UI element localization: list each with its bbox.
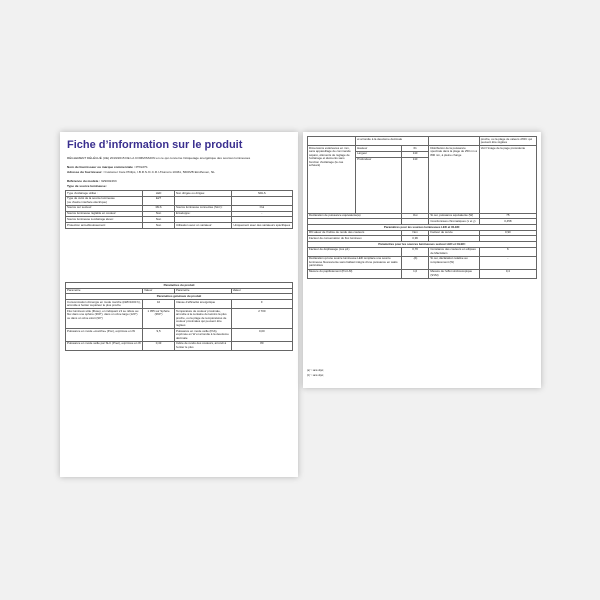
product-params-table bbox=[65, 282, 293, 351]
cell bbox=[429, 137, 479, 146]
table-cell: Indice de rendu des couleurs, arrondi à l'entier le plus bbox=[174, 341, 231, 350]
table-cell: Oui bbox=[231, 205, 292, 211]
table-cell: Enveloppe: bbox=[174, 211, 231, 217]
cell: R9 valeur de l'indice de rendu des couleurs bbox=[308, 230, 402, 236]
table-cell: 0,43 bbox=[143, 341, 175, 350]
table-row bbox=[66, 341, 293, 350]
table-cell: - bbox=[231, 211, 292, 217]
col-header: Valeur bbox=[143, 288, 175, 294]
cell: Si oui, déclaration relative au remplacement (W) bbox=[429, 256, 479, 269]
table-cell: Non dirigée ou dirigée: bbox=[174, 191, 231, 197]
cell: 0,90 bbox=[479, 230, 536, 236]
cell: Facteur de déphasage (cos φ1) bbox=[308, 247, 402, 256]
cell: Coordonnées chromatiques (x et y) bbox=[429, 219, 479, 225]
cell: Oui bbox=[401, 213, 428, 219]
col-header: Paramètre bbox=[66, 288, 143, 294]
table-cell: Non bbox=[143, 211, 175, 217]
model-line bbox=[67, 179, 291, 183]
dim-name: Largeur bbox=[356, 151, 402, 157]
table-cell: Puissance en mode «marche» (Pon), exprimée en W bbox=[66, 328, 143, 341]
table-cell: 2 700 bbox=[231, 309, 292, 329]
cell: Constance des couleurs en ellipses de MacAdam bbox=[429, 247, 479, 256]
table-cell: Non bbox=[143, 217, 175, 223]
product-sheet-page-1 bbox=[60, 132, 298, 477]
supplier-address-label: Adresse du fournisseur : bbox=[67, 170, 104, 174]
table-cell bbox=[231, 196, 292, 205]
table-cell: Type d'éclairage utilisé : bbox=[66, 191, 143, 197]
table-cell bbox=[174, 196, 231, 205]
cell: 75 bbox=[479, 213, 536, 219]
page-title: Fiche d’information sur le produit bbox=[67, 139, 243, 151]
table-row bbox=[66, 309, 293, 329]
mains-params-header: Paramètres pour les sources lumineuses secteur LED et OLED: bbox=[308, 242, 537, 248]
table-cell: 9,5 bbox=[143, 328, 175, 341]
dim-value: 61 bbox=[401, 146, 428, 152]
table-cell: 80 bbox=[231, 341, 292, 350]
table-cell: Source sur secteur: bbox=[66, 205, 143, 211]
col-header: Valeur bbox=[231, 288, 292, 294]
source-type-table bbox=[65, 190, 293, 229]
supplier-name: PHILIPS bbox=[135, 165, 148, 169]
table-cell: Classe d'efficacité énergétique bbox=[174, 300, 231, 309]
cell bbox=[308, 137, 356, 146]
supplier-name-label: Nom du fournisseur ou marque commerciale : bbox=[67, 165, 135, 169]
footnote: (a) '-' sans objet; bbox=[307, 370, 324, 372]
cell: 6 bbox=[479, 247, 536, 256]
supplier-name-line bbox=[67, 165, 291, 169]
product-params-header: Paramètres du produit bbox=[66, 283, 293, 289]
col-header: Paramètre bbox=[174, 288, 231, 294]
table-cell: Protection anti-éblouissement: bbox=[66, 222, 143, 228]
table-cell: Température de couleur proximale, arrondie à la centaine de kelvins la plus proche, ou la plage de températures de couleur proximales qui peuvent être réglées bbox=[174, 309, 231, 329]
footnote: (b) '-' sans objet; bbox=[307, 375, 324, 377]
table-cell: Consommation d'énergie en mode marche (kWh/1000 h), arrondie à l'entier supérieur le plus proche bbox=[67, 299, 142, 308]
table-cell: Puissance en mode veille par SLC (Pnet), exprimée en W bbox=[66, 341, 143, 350]
table-cell: Uniquement avec des variateurs spécifiques bbox=[231, 222, 292, 228]
cell: 0,70 bbox=[401, 247, 428, 256]
table-cell: Utilisation avec un variateur: bbox=[174, 222, 231, 228]
source-type-heading: Type de source lumineuse: bbox=[67, 184, 107, 188]
cell: Facteur de conservation du flux lumineux bbox=[308, 236, 402, 242]
cell: Mesure de l'effet stroboscopique (SVM) bbox=[429, 269, 479, 278]
table-cell: Type de culot de la source lumineuse (ou d'autre interface électrique) bbox=[66, 196, 143, 205]
continued-params-table bbox=[307, 136, 537, 279]
table-cell: Flux lumineux utile (Φuse), en indiquant s'il se réfère au flux dans une sphère (360°), dans un cône large (120°) ou dans un cône étroit (90°) bbox=[66, 309, 143, 329]
cell: Déclaration de puissance équivalente(a) bbox=[308, 213, 402, 219]
cell: et arrondie à la deuxième décimale bbox=[356, 137, 429, 146]
spectral-value: Voir l'image de la page précédente bbox=[479, 146, 536, 213]
cell: 0,458 bbox=[479, 219, 536, 225]
cell: Facteur de survie bbox=[429, 230, 479, 236]
cell: Mesure du papillotement (Pst LM) bbox=[308, 269, 402, 278]
table-cell: 0,00 bbox=[231, 328, 292, 341]
table-cell: F bbox=[231, 300, 292, 309]
cell: 0,96 bbox=[401, 236, 428, 242]
table-cell: 1 055 sur Sphère (360°) bbox=[143, 309, 175, 329]
model-value: 929002463 bbox=[101, 179, 117, 183]
cell: proche, ou la plage de valeurs d'IRC qui peuvent être réglées bbox=[479, 137, 536, 146]
table-cell: E27 bbox=[143, 196, 175, 205]
cell: Déclaration qu'une source lumineuse LED remplace une source lumineuse fluorescente sans ballast intégré d'une puissance en watts particulière bbox=[308, 256, 402, 269]
dim-value: 110 bbox=[401, 157, 428, 213]
cell: 0,4 bbox=[479, 269, 536, 278]
general-params-header: Paramètres généraux du produit bbox=[66, 294, 293, 300]
cell: - bbox=[479, 256, 536, 269]
spectral-label: Distribution de la puissance spectrale dans la plage de 250 nm à 800 nm, à pleine charge bbox=[429, 146, 479, 213]
led-params-header: Paramètres pour les sources lumineuses LED et OLED: bbox=[308, 224, 537, 230]
supplier-address-line bbox=[67, 170, 291, 174]
cell: Si oui, puissance équivalente (W) bbox=[429, 213, 479, 219]
table-cell: Non bbox=[143, 222, 175, 228]
cell: 1,0 bbox=[401, 269, 428, 278]
table-cell: Source lumineuse réglable en couleur: bbox=[66, 211, 143, 217]
regulation-text: RÈGLEMENT DÉLÉGUÉ (UE) 2019/2015 DE LA COMMISSION en ce qui concerne l'étiquetage énergétique des sources lumineuses bbox=[67, 156, 251, 160]
table-cell: LED bbox=[143, 191, 175, 197]
table-cell: MLS bbox=[143, 205, 175, 211]
table-cell: Puissance en mode veille (Psb), exprimée en W et arrondie à la deuxième décimale bbox=[175, 328, 230, 340]
table-cell: Source lumineuse à éclairage élevé: bbox=[66, 217, 143, 223]
dimensions-label: Dimensions extérieures en mm, sans appareillage de commande séparé, éléments de réglage de l'éclairage et éléments sans fonction d'éclairage (le cas échéant) bbox=[308, 146, 356, 213]
cell: Non bbox=[401, 230, 428, 236]
table-cell: Source lumineuse connectée (SLC): bbox=[174, 205, 231, 211]
dim-name: Profondeur bbox=[356, 157, 402, 213]
model-label: Référence du modèle : bbox=[67, 179, 101, 183]
dim-value: 110 bbox=[401, 151, 428, 157]
cell: -(b) bbox=[401, 256, 428, 269]
table-row bbox=[66, 328, 293, 341]
table-row bbox=[66, 222, 293, 228]
supplier-address: Customer Care Philips, I.B.R.S./C.C.R.I /Numéro 10461, 5600VB Eindhoven, NL bbox=[104, 170, 215, 174]
table-row bbox=[66, 300, 293, 309]
table-row bbox=[66, 196, 293, 205]
product-sheet-page-2 bbox=[303, 132, 541, 388]
dim-name: Hauteur bbox=[356, 146, 402, 152]
table-cell: NDLS bbox=[231, 191, 292, 197]
table-cell: 10 bbox=[143, 300, 175, 309]
